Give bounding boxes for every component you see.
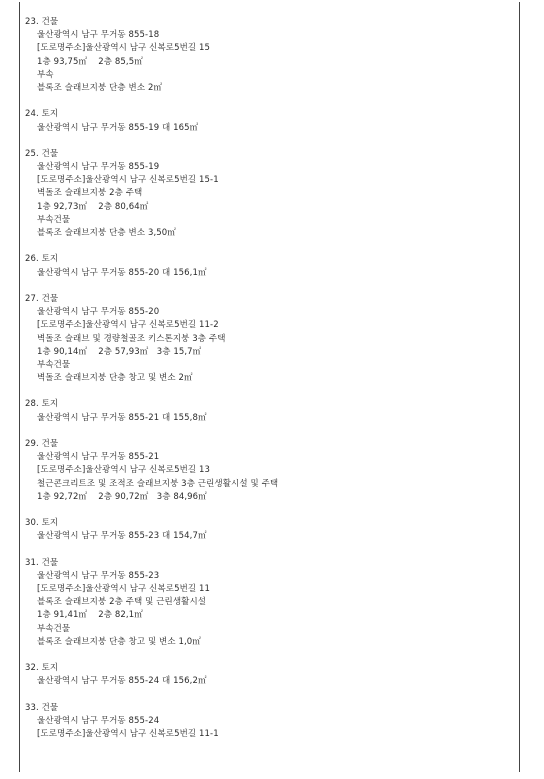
document-page — [19, 2, 520, 772]
entry-heading: 25. 건물 — [25, 148, 59, 159]
entry-detail-line: 1층 93,75㎡ 2층 85,5㎡ — [37, 56, 143, 67]
entry-heading: 24. 토지 — [25, 109, 59, 120]
entry-detail-line: [도로명주소]울산광역시 남구 신복로5번길 11 — [37, 584, 211, 595]
entry-heading: 27. 건물 — [25, 293, 59, 304]
entry-detail-line: 블록조 슬래브지붕 단층 변소 3,50㎡ — [37, 228, 176, 238]
entry-detail-line: 블록조 슬래브지붕 2층 주택 및 근린생활시설 — [37, 597, 207, 608]
entry-detail-line: 부속건물 — [37, 214, 71, 225]
entry-detail-line: 철근콘크리트조 및 조적조 슬래브지붕 3층 근린생활시설 및 주택 — [37, 478, 279, 489]
property-entry — [25, 293, 515, 385]
entry-detail-line: 벽돌조 슬래브지붕 단층 창고 및 변소 2㎡ — [37, 373, 193, 384]
entry-detail-line: [도로명주소]울산광역시 남구 신복로5번길 11-1 — [37, 729, 219, 740]
entry-detail-line: 울산광역시 남구 무거동 855-21 대 155,8㎡ — [37, 412, 207, 423]
property-entry — [25, 438, 515, 504]
entry-detail-line: 울산광역시 남구 무거동 855-20 대 156,1㎡ — [37, 267, 207, 278]
entry-detail-line: 블록조 슬래브지붕 단층 창고 및 변소 1,0㎡ — [37, 636, 201, 647]
entry-detail-line: 울산광역시 남구 무거동 855-19 — [37, 162, 160, 173]
entry-detail-line: 울산광역시 남구 무거동 855-19 대 165㎡ — [37, 122, 199, 133]
entry-detail-line: [도로명주소]울산광역시 남구 신복로5번길 11-2 — [37, 320, 219, 331]
entry-detail-line: 울산광역시 남구 무거동 855-24 대 156,2㎡ — [37, 676, 207, 687]
entry-detail-line: 울산광역시 남구 무거동 855-23 대 154,7㎡ — [37, 531, 207, 542]
property-list — [25, 16, 515, 741]
entry-detail-line: 1층 91,41㎡ 2층 82,1㎡ — [37, 610, 143, 621]
entry-detail-line: 블록조 슬래브지붕 단층 변소 2㎡ — [37, 82, 163, 93]
property-entry — [25, 517, 515, 543]
property-entry — [25, 557, 515, 649]
property-entry — [25, 16, 515, 95]
entry-detail-line: 1층 92,73㎡ 2층 80,64㎡ — [37, 201, 149, 212]
entry-detail-line: 1층 90,14㎡ 2층 57,93㎡ 3층 15,7㎡ — [37, 346, 202, 357]
entry-heading: 31. 건물 — [25, 557, 59, 568]
entry-detail-line: 부속 — [37, 69, 54, 80]
property-entry — [25, 702, 515, 742]
entry-detail-line: [도로명주소]울산광역시 남구 신복로5번길 15 — [37, 43, 211, 54]
property-entry — [25, 398, 515, 424]
entry-heading: 30. 토지 — [25, 518, 59, 529]
entry-heading: 23. 건물 — [25, 17, 59, 27]
entry-heading: 33. 건물 — [25, 702, 59, 713]
entry-detail-line: [도로명주소]울산광역시 남구 신복로5번길 13 — [37, 465, 211, 476]
entry-detail-line: 부속건물 — [37, 623, 71, 634]
property-entry — [25, 662, 515, 688]
property-entry — [25, 148, 515, 240]
entry-heading: 32. 토지 — [25, 663, 59, 674]
entry-detail-line: 부속건물 — [37, 359, 71, 370]
entry-detail-line: 1층 92,72㎡ 2층 90,72㎡ 3층 84,96㎡ — [37, 491, 207, 502]
entry-detail-line: 울산광역시 남구 무거동 855-20 — [37, 307, 160, 318]
entry-detail-line: 벽돌조 슬래브지붕 2층 주택 — [37, 188, 143, 199]
property-entry — [25, 253, 515, 279]
entry-detail-line: [도로명주소]울산광역시 남구 신복로5번길 15-1 — [37, 175, 219, 186]
entry-detail-line: 벽돌조 슬래브 및 경량철골조 키스톤지붕 3층 주택 — [37, 333, 226, 344]
entry-heading: 28. 토지 — [25, 399, 59, 410]
entry-detail-line: 울산광역시 남구 무거동 855-21 — [37, 452, 160, 463]
entry-detail-line: 울산광역시 남구 무거동 855-24 — [37, 715, 160, 726]
entry-detail-line: 울산광역시 남구 무거동 855-18 — [37, 30, 160, 41]
property-entry — [25, 108, 515, 134]
entry-detail-line: 울산광역시 남구 무거동 855-23 — [37, 570, 160, 581]
entry-heading: 29. 건물 — [25, 439, 59, 449]
entry-heading: 26. 토지 — [25, 254, 59, 265]
